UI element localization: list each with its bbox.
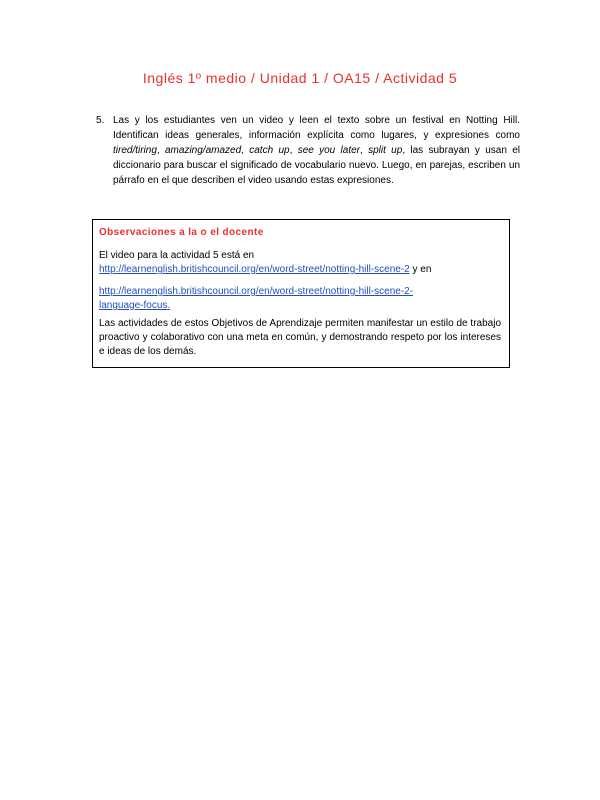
link-language-focus-part-2: language-focus <box>99 300 168 311</box>
observations-final-text: Las actividades de estos Objetivos de Aprendizaje permiten manifestar un estilo de trabajo proactivo y colaborativo con una meta en común, y demostrando respeto por los intereses e ideas de los demás. <box>99 318 501 357</box>
observations-title: Observaciones a la o el docente <box>99 227 264 238</box>
expression-separator: , <box>289 145 298 156</box>
expression-separator: , <box>360 145 369 156</box>
teacher-observations-box <box>92 219 510 368</box>
expression-amazing-amazed: amazing/amazed <box>165 145 242 156</box>
expression-separator: , <box>156 145 165 156</box>
expression-see-you-later: see you later <box>297 145 360 156</box>
expression-separator: , <box>241 145 250 156</box>
observations-link-line-1 <box>99 263 509 277</box>
link-language-focus-part-1: http://learnenglish.britishcouncil.org/en/word-street/notting-hill-scene-2- <box>99 286 414 297</box>
video-link-scene-2[interactable]: http://learnenglish.britishcouncil.org/en/word-street/notting-hill-scene-2 <box>99 264 410 275</box>
activity-item <box>96 113 520 188</box>
video-link-language-focus[interactable] <box>99 286 413 311</box>
observations-link-line-2 <box>99 285 509 313</box>
activity-text-part: Las y los estudiantes ven un video y leen el texto sobre un festival en Notting Hill. Identifican ideas generales, información explícita como lugares, y expresiones como <box>113 115 520 141</box>
activity-number: 5. <box>96 115 105 126</box>
expression-tired-tiring: tired/tiring <box>113 145 157 156</box>
page-title: Inglés 1º medio / Unidad 1 / OA15 / Actividad 5 <box>142 70 458 86</box>
link-trailing-period: . <box>167 300 171 311</box>
expression-split-up: split up <box>368 145 403 156</box>
expression-catch-up: catch up <box>249 145 290 156</box>
observations-intro: El video para la actividad 5 está en <box>99 250 255 261</box>
link-connector: y en <box>409 264 432 275</box>
activity-text <box>113 113 520 188</box>
activity-text-part: , las subrayan y usan el diccionario para buscar el significado de vocabulario nuevo. Luego, en parejas, escriben un párrafo en el que describen el video usando estas expresiones. <box>113 145 521 186</box>
